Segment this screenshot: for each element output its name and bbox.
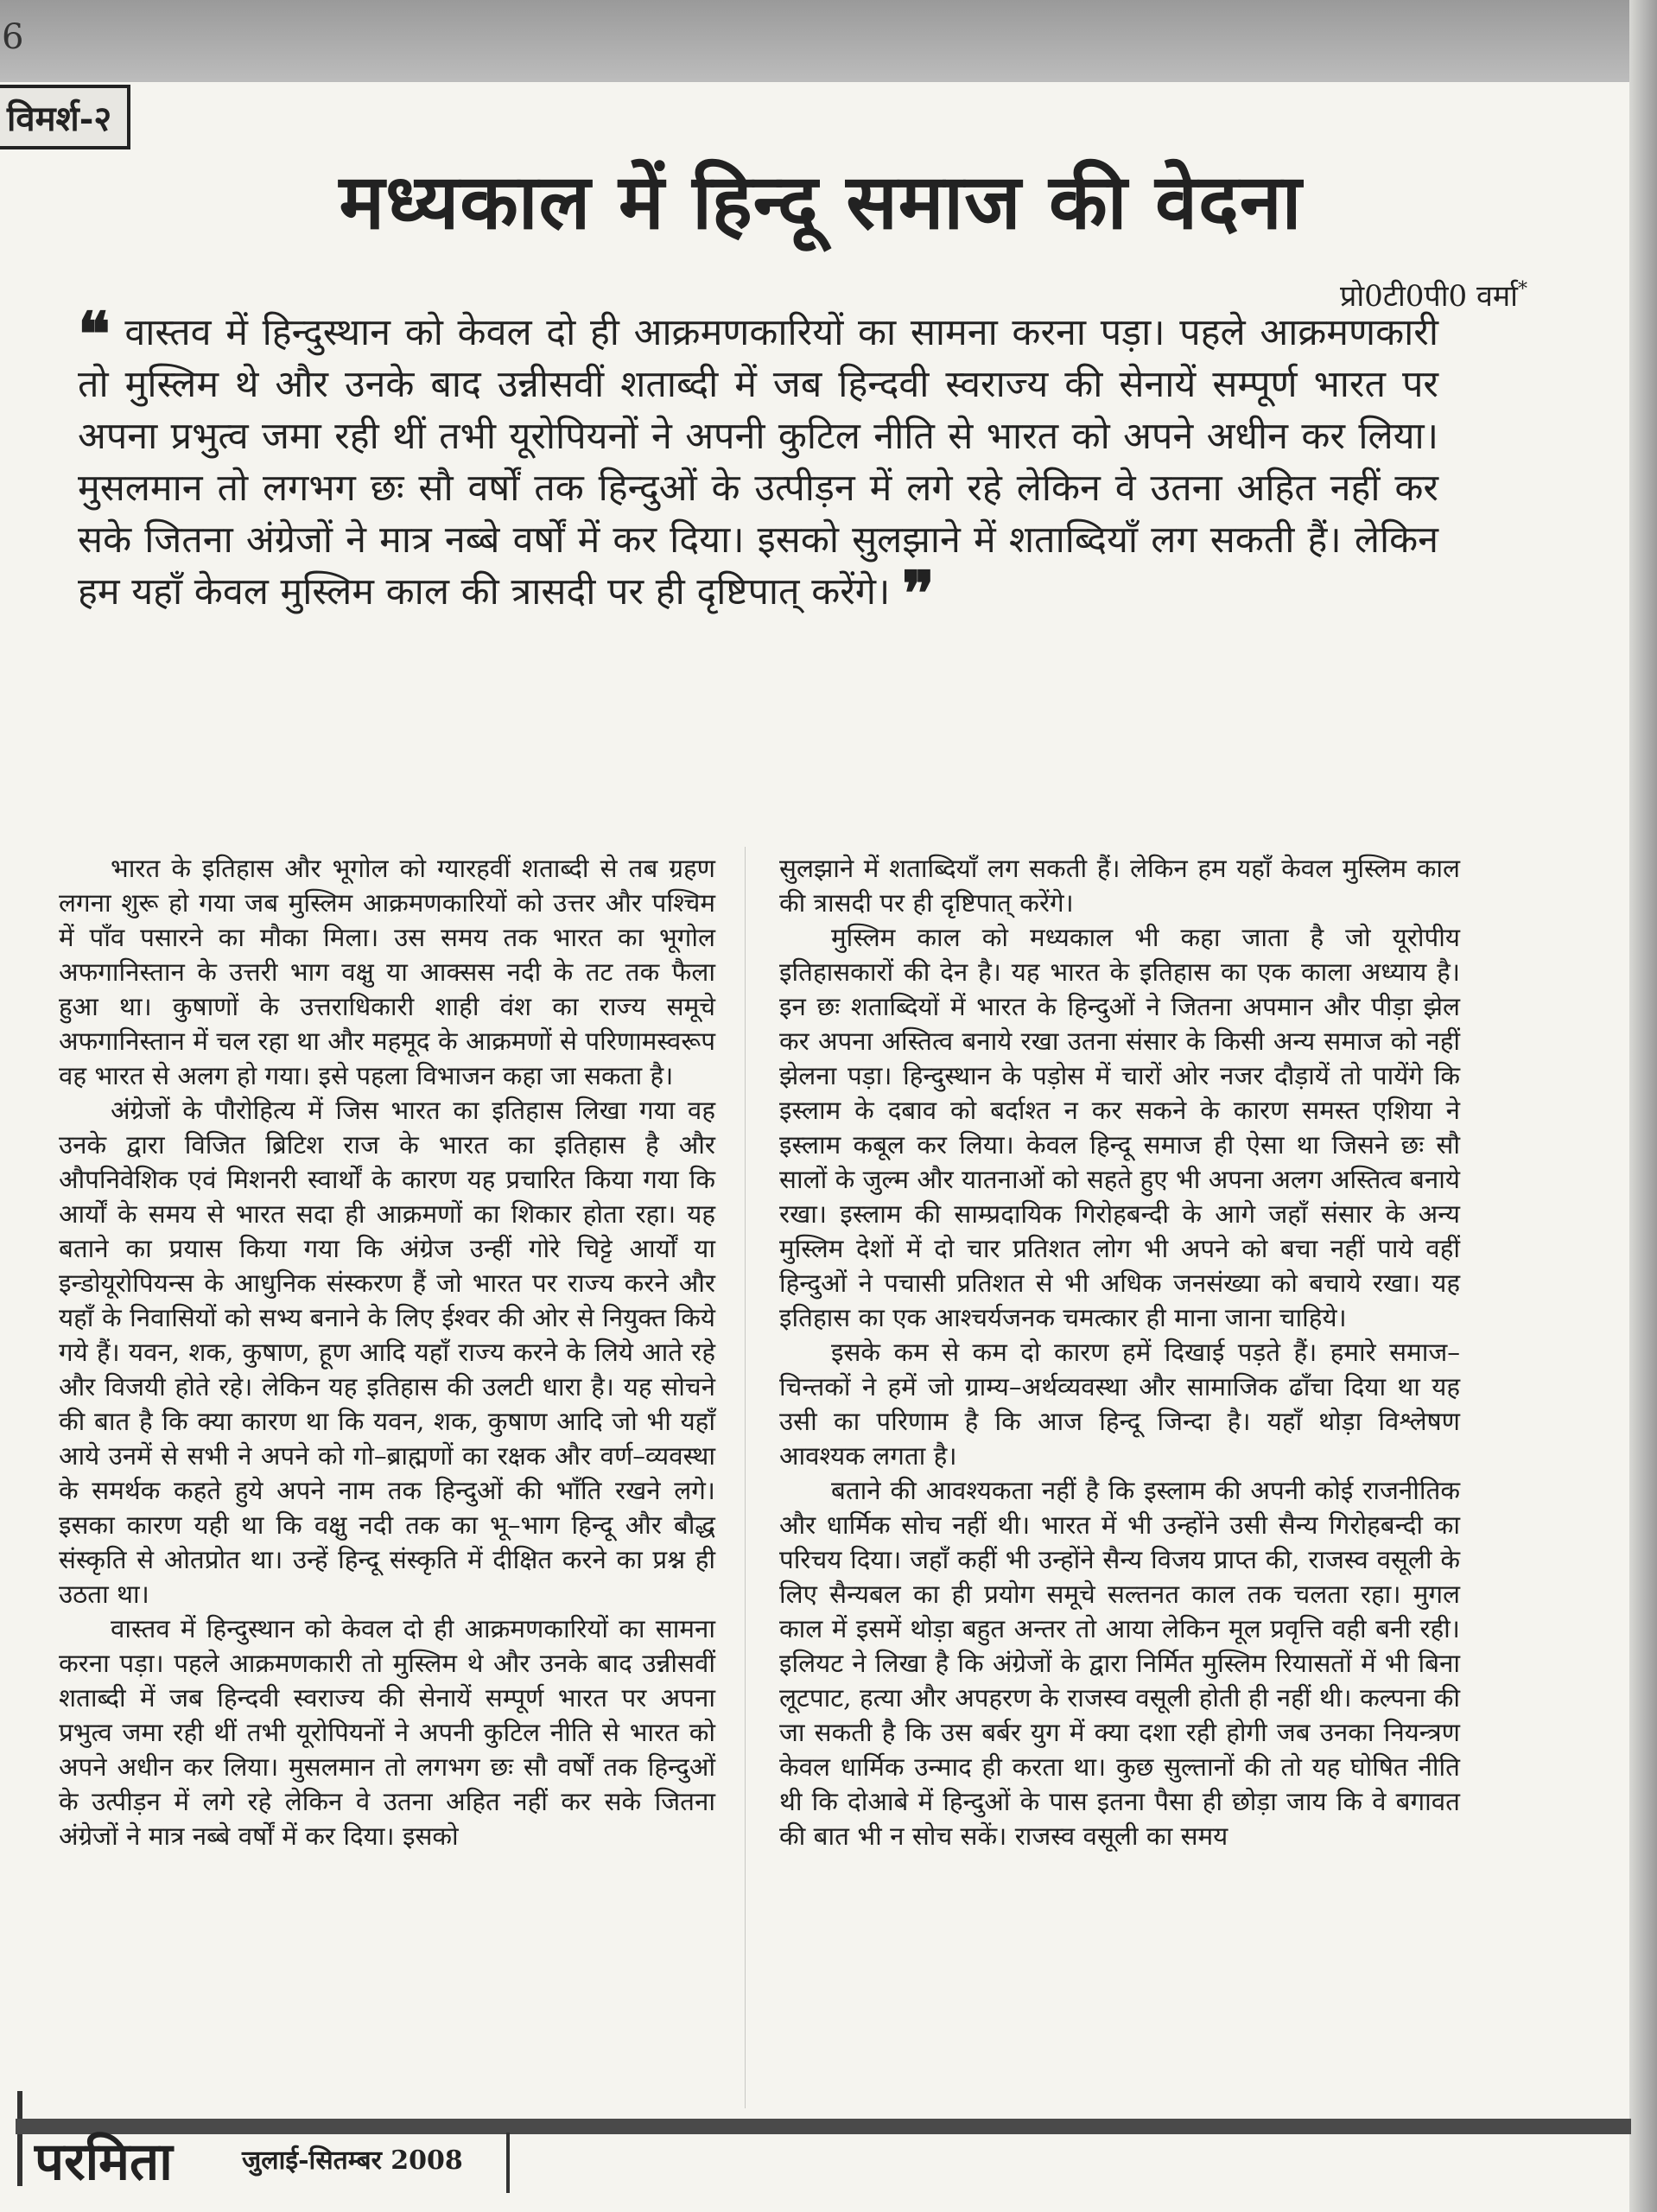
article-title: मध्यकाल में हिन्दू समाज की वेदना — [339, 156, 1303, 246]
column-divider — [745, 847, 746, 2108]
paragraph: मुस्लिम काल को मध्यकाल भी कहा जाता है जो यूरोपीय इतिहासकारों की देन है। यह भारत के इतिहास का एक काला अध्याय है। इन छः शताब्दियों में भारत के हिन्दुओं ने जितना अपमान और पीड़ा झेल कर अपना अस्तित्व बनाये रखा उतना संसार के किसी अन्य समाज को नहीं झेलना पड़ा। हिन्दुस्थान के पड़ोस में चारों ओर नजर दौड़ायें तो पायेंगे कि इस्लाम के दबाव को बर्दाश्त न कर सकने के कारण समस्त एशिया ने इस्लाम कबूल कर लिया। केवल हिन्दू समाज ही ऐसा था जिसने छः सौ सालों के जुल्म और यातनाओं को सहते हुए भी अपना अलग अस्तित्व बनाये रखा। इस्लाम की साम्प्रदायिक गिरोहबन्दी के आगे जहाँ संसार के अन्य मुस्लिम देशों में दो चार प्रतिशत लोग भी अपने को बचा नहीं पाये वहीं हिन्दुओं ने पचासी प्रतिशत से भी अधिक जनसंख्या को बचाये रखा। यह इतिहास का एक आश्चर्यजनक चमत्कार ही माना जाना चाहिये। — [779, 923, 1460, 1332]
paragraph: वास्तव में हिन्दुस्थान को केवल दो ही आक्रमणकारियों का सामना करना पड़ा। पहले आक्रमणकारी तो मुस्लिम थे और उनके बाद उन्नीसवीं शताब्दी में जब हिन्दवी स्वराज्य की सेनायें सम्पूर्ण भारत पर अपना प्रभुत्व जमा रही थीं तभी यूरोपियनों ने अपनी कुटिल नीति से भारत को अपने अधीन कर लिया। मुसलमान तो लगभग छः सौ वर्षों तक हिन्दुओं के उत्पीड़न में लगे रहे लेकिन वे उतना अहित नहीं कर सके जितना अंग्रेजों ने मात्र नब्बे वर्षों में कर दिया। इसको — [59, 1614, 715, 1851]
footer-left-rule — [17, 2091, 22, 2186]
footer-divider — [506, 2133, 510, 2193]
author-footnote-mark: * — [1518, 278, 1527, 301]
intro-text: वास्तव में हिन्दुस्थान को केवल दो ही आक्रमणकारियों का सामना करना पड़ा। पहले आक्रमणकारी तो मुस्लिम थे और उनके बाद उन्नीसवीं शताब्दी में जब हिन्दवी स्वराज्य की सेनायें सम्पूर्ण भारत पर अपना प्रभुत्व जमा रही थीं तभी यूरोपियनों ने अपनी कुटिल नीति से भारत को अपने अधीन कर लिया। मुसलमान तो लगभग छः सौ वर्षों तक हिन्दुओं के उत्पीड़न में लगे रहे लेकिन वे उतना अहित नहीं कर सके जितना अंग्रेजों ने मात्र नब्बे वर्षों में कर दिया। इसको सुलझाने में शताब्दियाँ लग सकती हैं। लेकिन हम यहाँ केवल मुस्लिम काल की त्रासदी पर ही दृष्टिपात् करेंगे। — [78, 311, 1438, 613]
paragraph: बताने की आवश्यकता नहीं है कि इस्लाम की अपनी कोई राजनीतिक और धार्मिक सोच नहीं थी। भारत में भी उन्होंने उसी सैन्य गिरोहबन्दी का परिचय दिया। जहाँ कहीं भी उन्होंने सैन्य विजय प्राप्त की, राजस्व वसूली के लिए सैन्यबल का ही प्रयोग समूचे सल्तनत काल तक चलता रहा। मुगल काल में इसमें थोड़ा बहुत अन्तर तो आया लेकिन मूल प्रवृत्ति वही बनी रही। इलियट ने लिखा है कि अंग्रेजों के द्वारा निर्मित मुस्लिम रियासतों में भी बिना लूटपाट, हत्या और अपहरण के राजस्व वसूली होती ही नहीं थी। कल्पना की जा सकती है कि उस बर्बर युग में क्या दशा रही होगी जब उनका नियन्त्रण केवल धार्मिक उन्माद ही करता था। कुछ सुल्तानों की तो यह घोषित नीति थी कि दोआबे में हिन्दुओं के पास इतना पैसा ही छोड़ा जाय कि वे बगावत की बात भी न सोच सकें। राजस्व वसूली का समय — [779, 1476, 1460, 1851]
left-column — [59, 851, 715, 1853]
paragraph: सुलझाने में शताब्दियाँ लग सकती हैं। लेकिन हम यहाँ केवल मुस्लिम काल की त्रासदी पर ही दृष्टिपात् करेंगे। — [779, 854, 1460, 918]
paragraph: भारत के इतिहास और भूगोल को ग्यारहवीं शताब्दी से तब ग्रहण लगना शुरू हो गया जब मुस्लिम आक्रमणकारियों को उत्तर और पश्चिम में पाँव पसारने का मौका मिला। उस समय तक भारत का भूगोल अफगानिस्तान के उत्तरी भाग वक्षु या आक्सस नदी के तट तक फैला हुआ था। कुषाणों के उत्तराधिकारी शाही वंश का राज्य समूचे अफगानिस्तान में चल रहा था और महमूद के आक्रमणों से परिणामस्वरूप वह भारत से अलग हो गया। इसे पहला विभाजन कहा जा सकता है। — [59, 854, 715, 1090]
page-edge-shadow — [1629, 0, 1657, 2212]
paragraph: अंग्रेजों के पौरोहित्य में जिस भारत का इतिहास लिखा गया वह उनके द्वारा विजित ब्रिटिश राज के भारत का इतिहास है और औपनिवेशिक एवं मिशनरी स्वार्थों के कारण यह प्रचारित किया गया कि आर्यों के समय से भारत सदा ही आक्रमणों का शिकार होता रहा। यह बताने का प्रयास किया गया कि अंग्रेज उन्हीं गोरे चिट्टे आर्यों या इन्डोयूरोपियन्स के आधुनिक संस्करण हैं जो भारत पर राज्य करने और यहाँ के निवासियों को सभ्य बनाने के लिए ईश्वर की ओर से नियुक्त किये गये हैं। यवन, शक, कुषाण, हूण आदि यहाँ राज्य करने के लिये आते रहे और विजयी होते रहे। लेकिन यह इतिहास की उलटी धारा है। यह सोचने की बात है कि क्या कारण था कि यवन, शक, कुषाण आदि जो भी यहाँ आये उनमें से सभी ने अपने को गो–ब्राह्मणों का रक्षक और वर्ण–व्यवस्था के समर्थक कहते हुये अपने नाम तक हिन्दुओं की भाँति रखने लगे। इसका कारण यही था कि वक्षु नदी तक का भू–भाग हिन्दू और बौद्ध संस्कृति से ओतप्रोत था। उन्हें हिन्दू संस्कृति में दीक्षित करने का प्रश्न ही उठता था। — [59, 1096, 715, 1609]
open-quote-icon: ❝ — [78, 298, 111, 370]
section-tag: विमर्श-२ — [0, 85, 130, 149]
author-name: प्रो0टी0पी0 वर्मा — [1340, 279, 1518, 314]
intro-pull-quote — [78, 298, 1438, 629]
right-column — [779, 851, 1460, 1853]
magazine-name: परमिता — [35, 2132, 173, 2192]
page-corner-number: 6 — [2, 17, 24, 57]
close-quote-icon: ❞ — [901, 557, 935, 629]
paragraph: इसके कम से कम दो कारण हमें दिखाई पड़ते हैं। हमारे समाज–चिन्तकों ने हमें जो ग्राम्य–अर्थव्यवस्था और सामाजिक ढाँचा दिया था यह उसी का परिणाम है कि आज हिन्दू जिन्दा है। यहाँ थोड़ा विश्लेषण आवश्यक लगता है। — [779, 1338, 1460, 1471]
footer-bar — [16, 2119, 1631, 2134]
issue-date: जुलाई-सितम्बर 2008 — [242, 2145, 463, 2176]
